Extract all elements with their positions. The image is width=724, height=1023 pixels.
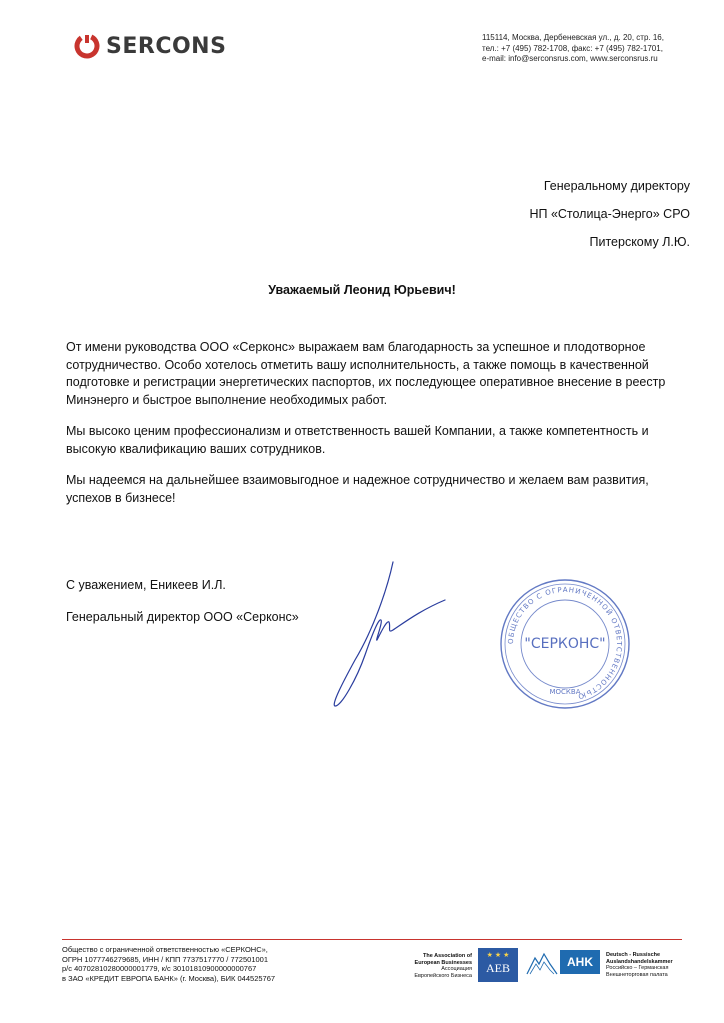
contact-phones: тел.: +7 (495) 782-1708, факс: +7 (495) 782-1701, <box>482 43 663 53</box>
aeb-caption <box>390 953 472 979</box>
footer-divider <box>62 939 682 940</box>
addressee-block <box>529 172 690 256</box>
aeb-line: The Association of <box>423 953 472 959</box>
company-requisites <box>62 945 275 983</box>
aeb-line: European Businesses <box>414 959 472 966</box>
addressee-line: Питерскому Л.Ю. <box>589 235 690 249</box>
aeb-line: Европейского Бизнеса <box>414 972 472 979</box>
eu-stars-icon: ★ ★ ★ <box>486 952 510 959</box>
ahk-line: Внешнеторговая палата <box>606 971 668 978</box>
body-paragraph: Мы высоко ценим профессионализм и ответственность вашей Компании, а также компетентность и высокую квалификацию ваших сотрудников. <box>66 424 649 456</box>
contact-address: 115114, Москва, Дербеневская ул., д. 20, стр. 16, <box>482 33 664 42</box>
logo-wordmark: SERCONS <box>106 33 227 59</box>
sercons-logo <box>74 33 226 59</box>
salutation: Уважаемый Леонид Юрьевич! <box>268 283 456 297</box>
addressee-line: Генеральному директору <box>543 179 690 193</box>
sercons-logo-icon <box>74 33 100 59</box>
body-paragraph: От имени руководства ООО «Серконс» выражаем вам благодарность за успешное и плодотворное сотрудничество. Особо хотелось отметить вашу исполнительность, а также помощь в качественной подготовке и регистрации энергетических паспортов, их последующее оперативное внесение в реестр Минэнерго и быстрое выполнение необходимых работ. <box>66 340 666 407</box>
aeb-logo <box>478 948 518 982</box>
requisites-line: ОГРН 1077746279685, ИНН / КПП 7737517770 / 772501001 <box>62 954 269 964</box>
contact-web: e-mail: info@serconsrus.com, www.serconsrus.ru <box>482 54 658 63</box>
contact-block <box>482 33 664 65</box>
requisites-line: р/с 40702810280000001779, к/с 30101810900000000767 <box>62 964 257 973</box>
aeb-line: Ассоциация <box>441 966 472 972</box>
ahk-logo: AHK <box>560 950 600 974</box>
closing-block <box>66 578 299 642</box>
company-stamp <box>497 576 633 712</box>
stamp-ring-text: ОБЩЕСТВО С ОГРАНИЧЕННОЙ ОТВЕТСТВЕННОСТЬЮ <box>506 585 624 701</box>
letter-body <box>66 339 691 521</box>
ahk-mountains-icon <box>526 950 558 976</box>
handwritten-signature <box>325 560 455 710</box>
ahk-caption <box>606 952 673 978</box>
ahk-line: Deutsch - Russische <box>606 952 661 958</box>
body-paragraph: Мы надеемся на дальнейшее взаимовыгодное и надежное сотрудничество и желаем вам развития, успехов в бизнесе! <box>66 473 649 505</box>
stamp-city: МОСКВА <box>549 688 581 696</box>
requisites-line: Общество с ограниченной ответственностью «СЕРКОНС», <box>62 945 268 954</box>
addressee-line: НП «Столица-Энерго» СРО <box>529 207 690 221</box>
closing-regards: С уважением, Еникеев И.Л. <box>66 578 226 592</box>
ahk-line: Российско – Германская <box>606 965 669 971</box>
ahk-line: Auslandshandelskammer <box>606 958 673 965</box>
stamp-center-text: "СЕРКОНС" <box>524 636 606 652</box>
closing-title: Генеральный директор ООО «Серконс» <box>66 610 299 624</box>
aeb-logo-text: AEB <box>486 961 510 975</box>
requisites-line: в ЗАО «КРЕДИТ ЕВРОПА БАНК» (г. Москва), БИК 044525767 <box>62 973 276 983</box>
